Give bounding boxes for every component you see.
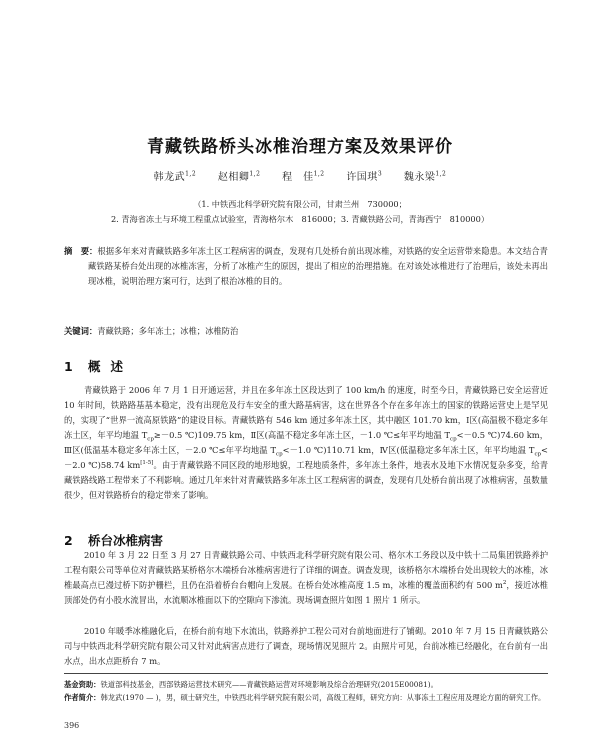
section-2-heading bbox=[64, 531, 163, 549]
footnote-label: 基金资助： bbox=[64, 680, 101, 689]
author: 魏永梁$^{1,2}$ bbox=[403, 170, 447, 183]
citation: [1-5] bbox=[140, 460, 154, 467]
footnote-divider bbox=[64, 673, 548, 674]
section-2-paragraph-2: 2010 年暖季冰椎融化后，在桥台前有地下水流出，铁路养护工程公司对台前地面进行了铺砌。2010 年 7 月 15 日青藏铁路公司与中铁西北科学研究院有限公司又针对此病害点进行了调查，现场情况见照片 2。由照片可见，台前冰椎已经融化，在台前有一出水点，出水点距桥台 7 m。 bbox=[64, 626, 548, 666]
affiliation-line-2: 2. 青海省冻土与环境工程重点试验室，青海格尔木 816000；3. 青藏铁路公司，青海西宁 810000） bbox=[110, 214, 490, 224]
section-2-paragraph-1: 2010 年 3 月 22 日至 3 月 27 日青藏铁路公司、中铁西北科学研究院有限公司、格尔木工务段以及中铁十二局集团铁路养护工程有限公司等单位对青藏铁路某桥格尔木端桥台冰椎病害进行了详细的调查。调查发现，该桥格尔木端桥台处出现较大的冰椎，冰椎最高点已漫过桥下防护栅栏，且仍在沿着桥台台帽向上发展。在桥台处冰椎高度 1.5 m，冰椎的覆盖面积约有 500 $m^2$，接近冰椎顶部处仍有小股水流冒出，水流顺冰椎面以下的空隙向下渗流。现场调查照片如图 1 照片 1 所示。 bbox=[64, 550, 548, 605]
paper-title: 青藏铁路桥头冰椎治理方案及效果评价 bbox=[147, 137, 453, 157]
abstract-text: 根据多年来对青藏铁路多年冻土区工程病害的调查，发现有几处桥台前出现冰椎，对铁路的安全运营带来隐患。本文结合青藏铁路某桥台处出现的冰椎冻害，分析了冰椎产生的原因，提出了相应的治理措施。在对该处冰椎进行了治理后，该处未再出现冰椎，说明治理方案可行，达到了根治冰椎的目的。 bbox=[88, 246, 548, 286]
footnote-funding: 基金资助：铁道部科技基金，西部铁路运营技术研究——青藏铁路运营对环境影响及综合治理研究(2015E00081)。 bbox=[64, 680, 438, 689]
author-list bbox=[0, 168, 600, 183]
section-1-heading bbox=[64, 357, 133, 375]
section-title: 桥台冰椎病害 bbox=[88, 533, 164, 548]
abstract bbox=[64, 244, 548, 289]
author: 韩龙武$^{1,2}$ bbox=[153, 170, 197, 183]
section-1-paragraph: 青藏铁路于 2006 年 7 月 1 日开通运营，并且在多年冻土区段达到了 100 km/h 的速度，时至今日，青藏铁路已安全运营近 10 年时间，铁路路基基本稳定，没有出现危及行车安全的重大路基病害，这在世界各个存在多年冻土的国家的铁路运营史上是罕见的，实现了“世界一流高原铁路”的建设目标。青藏铁路有 546 km 通过多年冻土区，其中融区 101.70 km，Ⅰ区(高温极不稳定多年冻土区，年平均地温 $T_{cp}\ge-0.5$ ℃)109.75 km，Ⅱ区(高温不稳定多年冻土区，－1.0 ℃≤年平均地温 $T_{cp}<-0.5$ ℃)74.60 km，Ⅲ区(低温基本稳定多年冻土区，－2.0 ℃≤年平均地温 $T_{cp}<-1.0$ ℃)110.71 km，Ⅳ区(低温稳定多年冻土区，年平均地温 $T_{cp}<-2.0$ ℃)58.74 km[1-5]。由于青藏铁路不同区段的地形地貌，工程地质条件，多年冻土条件，地表水及地下水情况复杂多变，给青藏铁路线路工程带来了不利影响。通过几年来针对青藏铁路多年冻土区工程病害的调查，发现有几处桥台前出现了冰椎病害，虽数量很少，但对铁路桥台的稳定带来了影响。 bbox=[64, 385, 548, 500]
author: 程 佳$^{1,2}$ bbox=[282, 170, 325, 183]
keywords-label: 关键词： bbox=[64, 326, 98, 336]
author: 许国琪$^3$ bbox=[346, 170, 383, 183]
footnote-author-bio: 作者简介：韩龙武(1970 — )，男，硕士研究生，中铁西北科学研究院有限公司，高级工程师，研究方向：从事冻土工程应用及理论方面的研究工作。 bbox=[64, 693, 546, 702]
footnote-label: 作者简介： bbox=[64, 693, 101, 702]
keywords-text: 青藏铁路；多年冻土；冰椎；冰椎防治 bbox=[97, 326, 239, 336]
abstract-label: 摘 要： bbox=[64, 246, 98, 256]
section-number: 1 bbox=[64, 359, 73, 374]
page-number: 396 bbox=[64, 721, 80, 730]
keywords bbox=[64, 325, 548, 337]
section-title: 概述 bbox=[88, 359, 134, 374]
affiliation-line-1: （1. 中铁西北科学研究院有限公司，甘肃兰州 730000； bbox=[193, 199, 407, 209]
author: 赵相卿$^{1,2}$ bbox=[217, 170, 261, 183]
section-number: 2 bbox=[64, 533, 73, 548]
